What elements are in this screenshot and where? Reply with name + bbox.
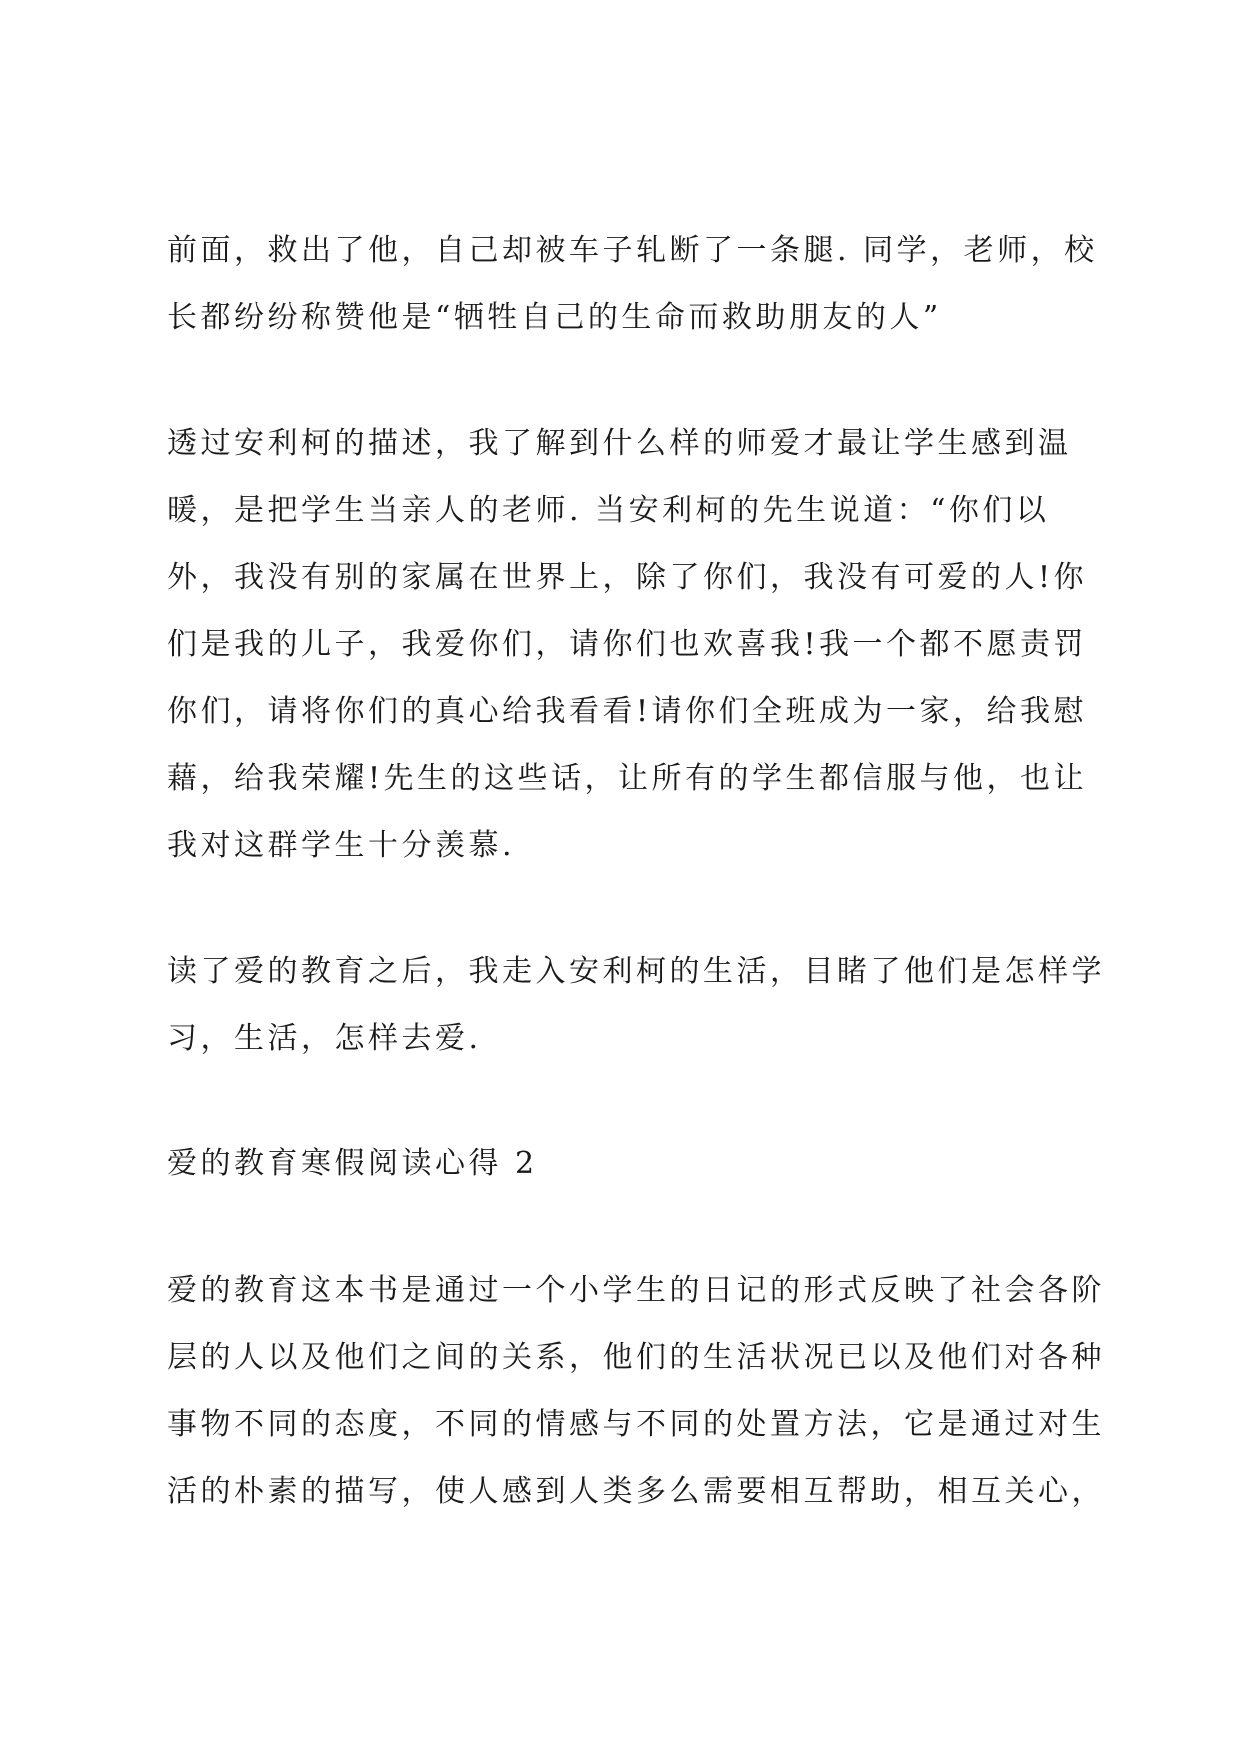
- paragraph-2-line-5: 你们，请将你们的真心给我看看!请你们全班成为一家，给我慰: [167, 694, 1088, 729]
- paragraph-2-line-6: 藉，给我荣耀!先生的这些话，让所有的学生都信服与他，也让: [167, 761, 1088, 796]
- paragraph-3-line-2: 习，生活，怎样去爱.: [167, 1021, 482, 1056]
- paragraph-2-line-4: 们是我的儿子，我爱你们，请你们也欢喜我!我一个都不愿责罚: [167, 627, 1088, 662]
- paragraph-4-line-4: 活的朴素的描写，使人感到人类多么需要相互帮助，相互关心，: [167, 1474, 1105, 1509]
- paragraph-2-line-3: 外，我没有别的家属在世界上，除了你们，我没有可爱的人!你: [167, 560, 1088, 595]
- paragraph-4-line-1: 爱的教育这本书是通过一个小学生的日记的形式反映了社会各阶: [167, 1273, 1105, 1308]
- paragraph-4-line-3: 事物不同的态度，不同的情感与不同的处置方法，它是通过对生: [167, 1407, 1105, 1442]
- section-heading: 爱的教育寒假阅读心得 2: [167, 1146, 538, 1181]
- paragraph-1-line-1: 前面，救出了他，自己却被车子轧断了一条腿. 同学，老师，校: [167, 233, 1098, 268]
- paragraph-2-line-2: 暖，是把学生当亲人的老师. 当安利柯的先生说道：“你们以: [167, 493, 1050, 528]
- paragraph-2-line-1: 透过安利柯的描述，我了解到什么样的师爱才最让学生感到温: [167, 426, 1072, 461]
- paragraph-2-line-7: 我对这群学生十分羡慕.: [167, 828, 516, 863]
- paragraph-4-line-2: 层的人以及他们之间的关系，他们的生活状况已以及他们对各种: [167, 1340, 1105, 1375]
- paragraph-3-line-1: 读了爱的教育之后，我走入安利柯的生活，目睹了他们是怎样学: [167, 954, 1105, 989]
- paragraph-1-line-2: 长都纷纷称赞他是“牺牲自己的生命而救助朋友的人”: [167, 300, 942, 335]
